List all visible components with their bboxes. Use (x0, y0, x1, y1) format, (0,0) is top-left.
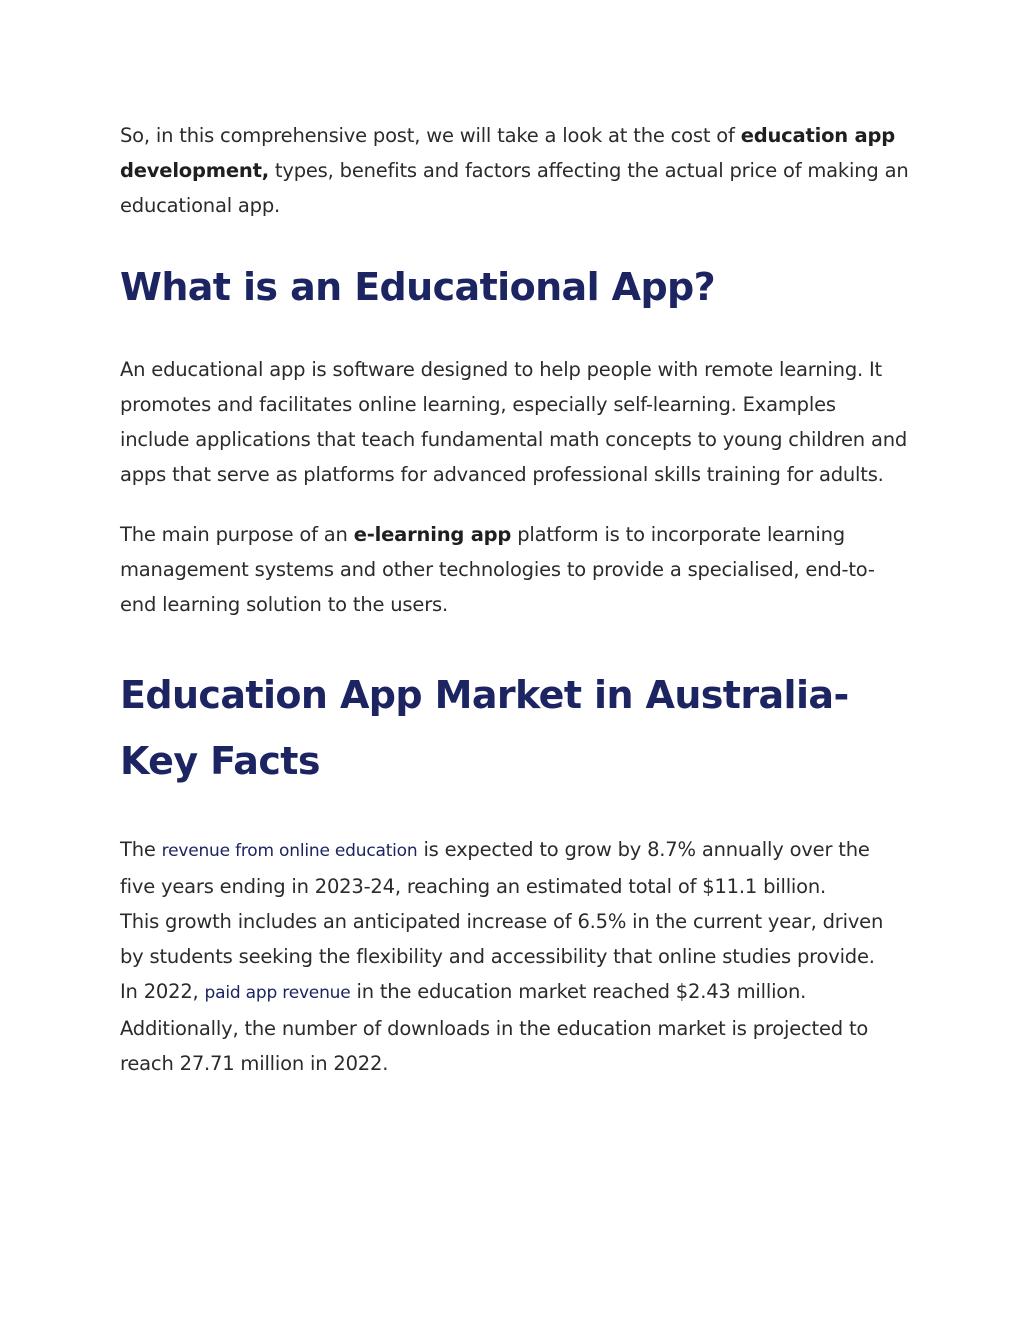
fact-downloads: Additionally, the number of downloads in the education market is projected to reach 27.71 million in 2022. (120, 1017, 869, 1075)
fact-text: In 2022, (120, 980, 205, 1003)
fact-text-end: is expected to grow by 8.7% annually over the five years ending in 2023-24, reaching an estimated total of $11.1 billion. (120, 838, 870, 898)
purpose-text-end: platform is to incorporate learning management systems and other technologies to provide a specialised, end-to-end learning solution to the users. (120, 523, 875, 616)
elearning-bold-phrase: e-learning app (353, 523, 512, 546)
fact-text: The (120, 838, 162, 861)
intro-text-end: types, benefits and factors affecting the actual price of making an educational app. (120, 159, 909, 217)
intro-paragraph (120, 118, 910, 223)
document-page (120, 118, 910, 1081)
paid-app-revenue-link[interactable]: paid app revenue (204, 983, 351, 1003)
elearning-purpose-paragraph (120, 517, 910, 622)
revenue-online-education-link[interactable]: revenue from online education (161, 841, 418, 861)
fact-revenue-growth (120, 832, 910, 904)
educational-app-definition: An educational app is software designed to help people with remote learning. It promotes and facilitates online learning, especially self-learning. Examples include applications that teach fundamental math concepts to young children and apps that serve as platforms for advanced professional skills training for adults. (120, 358, 908, 486)
purpose-text: The main purpose of an (120, 523, 354, 546)
intro-text: So, in this comprehensive post, we will take a look at the cost of (120, 124, 741, 147)
intro-bold-phrase: education app development, (120, 124, 896, 182)
heading-what-is-educational-app: What is an Educational App? (120, 265, 716, 309)
fact-current-year-growth: This growth includes an anticipated increase of 6.5% in the current year, driven by students seeking the flexibility and accessibility that online studies provide. (120, 910, 884, 968)
heading-market-key-facts: Education App Market in Australia- Key Facts (120, 673, 849, 783)
market-facts (120, 832, 910, 1081)
fact-paid-app-revenue (120, 974, 910, 1011)
fact-text-end: in the education market reached $2.43 million. (350, 980, 807, 1003)
